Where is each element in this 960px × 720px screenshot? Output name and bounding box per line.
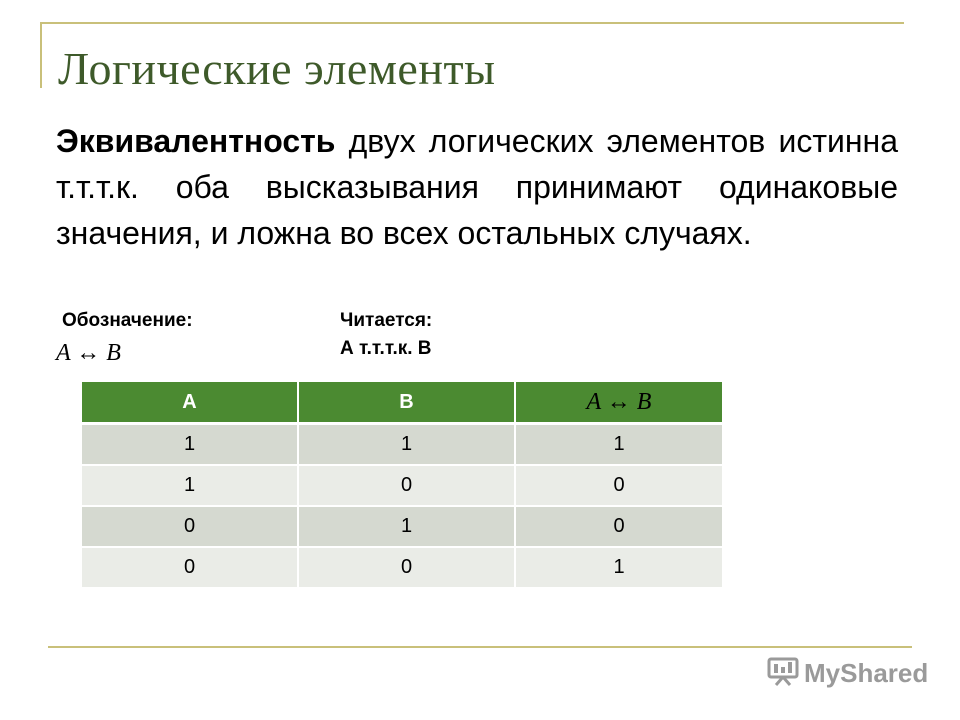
table-cell: 0 — [82, 547, 298, 588]
header-b: В — [298, 382, 515, 424]
table-cell: 1 — [298, 424, 515, 466]
definition-paragraph — [56, 118, 898, 256]
reads-value: А т.т.т.к. В — [340, 338, 432, 359]
watermark-logo — [766, 656, 928, 691]
table-row — [82, 506, 722, 547]
frame-bottom-line — [48, 646, 912, 648]
frame-top-line — [40, 22, 904, 24]
table-row — [82, 465, 722, 506]
slide-title: Логические элементы — [58, 43, 496, 94]
table-cell: 0 — [298, 547, 515, 588]
notation-label: Обозначение: — [62, 310, 193, 331]
presentation-icon — [766, 656, 800, 691]
watermark-text: MyShared — [804, 658, 929, 688]
frame-left-line — [40, 22, 42, 88]
header-equivalence-formula: A ↔ B — [586, 388, 652, 415]
definition-text: двух логических элементов истинна т.т.т.к. оба высказывания принимают одинаковые значения, и ложна во всех остальных случаях. — [56, 123, 898, 251]
table-cell: 0 — [515, 506, 722, 547]
table-row — [82, 547, 722, 588]
table-row — [82, 424, 722, 466]
header-equivalence — [515, 382, 722, 424]
table-cell: 1 — [515, 547, 722, 588]
table-cell: 1 — [82, 424, 298, 466]
truth-table-header-row — [82, 382, 722, 424]
table-cell: 1 — [515, 424, 722, 466]
definition-term: Эквивалентность — [56, 123, 336, 159]
reads-label: Читается: — [340, 310, 433, 331]
table-cell: 1 — [82, 465, 298, 506]
table-cell: 1 — [298, 506, 515, 547]
truth-table — [82, 382, 722, 589]
notation-formula: A ↔ B — [56, 340, 121, 366]
table-cell: 0 — [298, 465, 515, 506]
table-cell: 0 — [515, 465, 722, 506]
table-cell: 0 — [82, 506, 298, 547]
header-a: А — [82, 382, 298, 424]
